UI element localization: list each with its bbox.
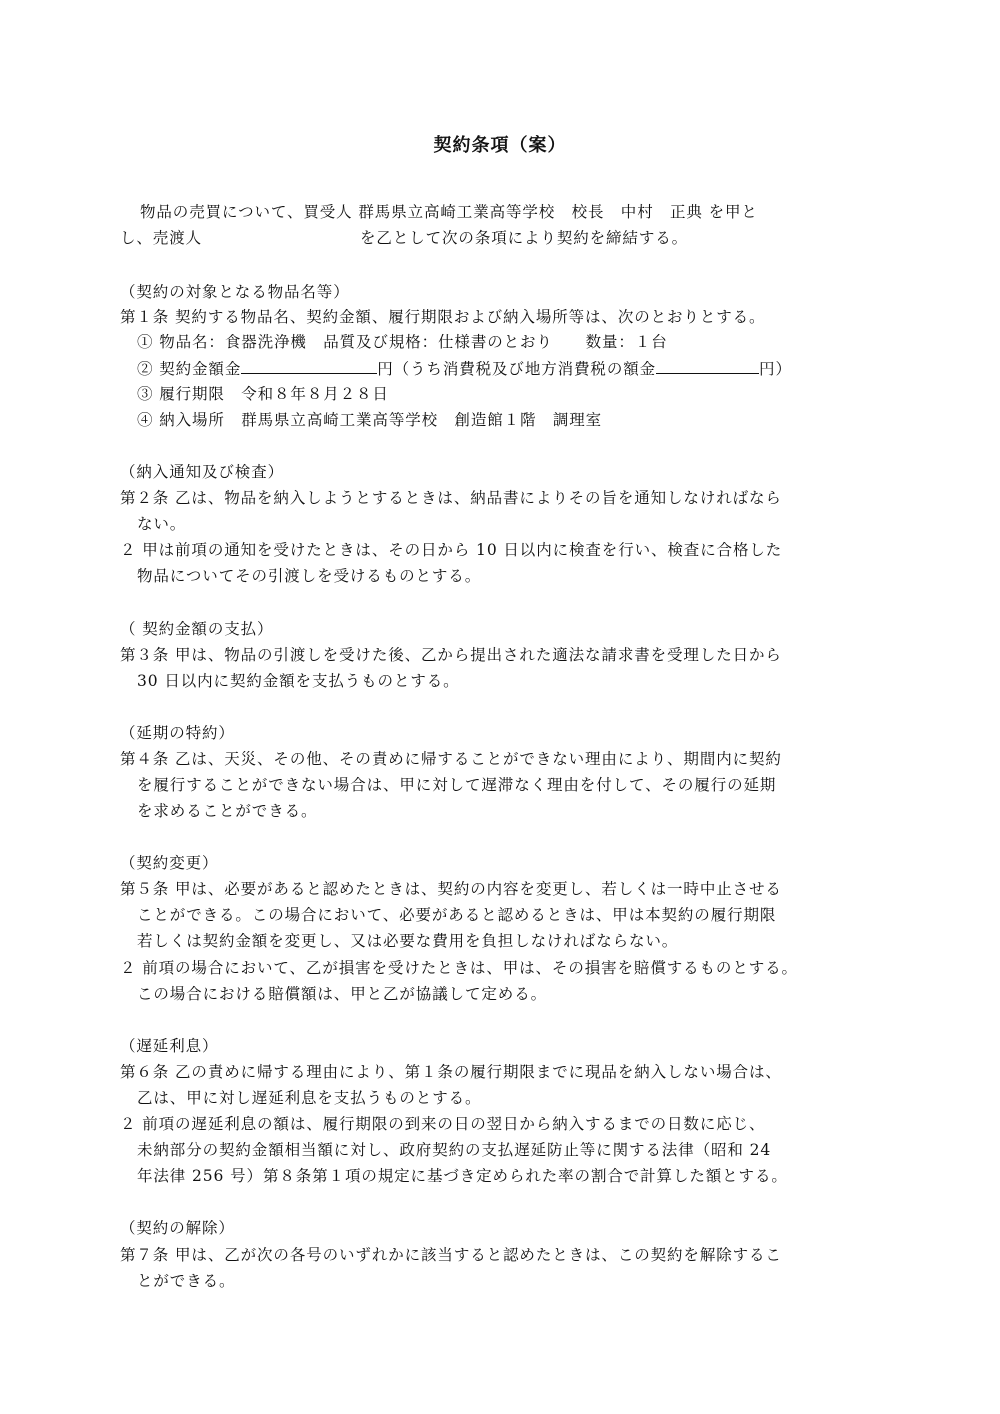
article-6-line-3: ２ 前項の遅延利息の額は、履行期限の到来の日の翌日から納入するまでの日数に応じ、 bbox=[120, 1115, 766, 1133]
article-1-item-1: ① 物品名：食器洗浄機 品質及び規格：仕様書のとおり 数量：１台 bbox=[137, 333, 668, 351]
article-2-line-4: 物品についてその引渡しを受けるものとする。 bbox=[137, 567, 482, 585]
tax-amount-label: 円（うち消費税及び地方消費税の額金 bbox=[377, 360, 657, 378]
article-4-line-1: 第４条 乙は、天災、その他、その責めに帰することができない理由により、期間内に契約 bbox=[120, 750, 782, 768]
intro-seller-rest: を乙として次の条項により契約を締結する。 bbox=[360, 229, 689, 247]
article-6-heading: （遅延利息） bbox=[120, 1037, 219, 1055]
article-5-line-3: 若しくは契約金額を変更し、又は必要な費用を負担しなければならない。 bbox=[137, 932, 679, 950]
article-5-line-2: ことができる。この場合において、必要があると認めるときは、甲は本契約の履行期限 bbox=[137, 906, 777, 924]
article-3-line-1: 第３条 甲は、物品の引渡しを受けた後、乙から提出された適法な請求書を受理した日から bbox=[120, 646, 782, 664]
article-5-line-4: ２ 前項の場合において、乙が損害を受けたときは、甲は、その損害を賠償するものとする。 bbox=[120, 959, 798, 977]
article-3-line-2: 30 日以内に契約金額を支払うものとする。 bbox=[137, 672, 460, 690]
article-4-line-2: を履行することができない場合は、甲に対して遅滞なく理由を付して、その履行の延期 bbox=[137, 776, 777, 794]
intro-line-1: 物品の売買について、買受人 群馬県立高崎工業高等学校 校長 中村 正典 を甲と bbox=[140, 203, 758, 221]
tax-amount-blank bbox=[656, 356, 759, 374]
article-1-item-2 bbox=[137, 356, 792, 381]
article-2-heading: （納入通知及び検査） bbox=[120, 463, 285, 481]
article-6-line-5: 年法律 256 号）第８条第１項の規定に基づき定められた率の割合で計算した額とする。 bbox=[137, 1167, 788, 1185]
article-5-heading: （契約変更） bbox=[120, 854, 219, 872]
article-6-line-2: 乙は、甲に対し遅延利息を支払うものとする。 bbox=[137, 1089, 482, 1107]
contract-amount-blank bbox=[241, 356, 377, 374]
intro-line-2 bbox=[120, 226, 688, 250]
contract-amount-label: ② 契約金額金 bbox=[137, 360, 242, 378]
article-1-item-4: ④ 納入場所 群馬県立高崎工業高等学校 創造館１階 調理室 bbox=[137, 411, 603, 429]
article-7-line-2: とができる。 bbox=[137, 1272, 236, 1290]
article-1-line-1: 第１条 契約する物品名、契約金額、履行期限および納入場所等は、次のとおりとする。 bbox=[120, 308, 766, 326]
article-5-line-1: 第５条 甲は、必要があると認めたときは、契約の内容を変更し、若しくは一時中止させる bbox=[120, 880, 782, 898]
article-4-line-3: を求めることができる。 bbox=[137, 802, 318, 820]
article-7-line-1: 第７条 甲は、乙が次の各号のいずれかに該当すると認めたときは、この契約を解除するこ bbox=[120, 1246, 782, 1264]
intro-seller-label: し、売渡人 bbox=[120, 229, 203, 247]
article-6-line-4: 未納部分の契約金額相当額に対し、政府契約の支払遅延防止等に関する法律（昭和 24 bbox=[137, 1141, 772, 1159]
tax-amount-close: 円） bbox=[759, 360, 792, 378]
article-6-line-1: 第６条 乙の責めに帰する理由により、第１条の履行期限までに現品を納入しない場合は、 bbox=[120, 1063, 782, 1081]
article-7-heading: （契約の解除） bbox=[120, 1219, 235, 1237]
article-4-heading: （延期の特約） bbox=[120, 724, 235, 742]
article-1-heading: （契約の対象となる物品名等） bbox=[120, 283, 350, 301]
article-1-item-3: ③ 履行期限 令和８年８月２８日 bbox=[137, 385, 389, 403]
article-5-line-5: この場合における賠償額は、甲と乙が協議して定める。 bbox=[137, 985, 548, 1003]
article-2-line-3: ２ 甲は前項の通知を受けたときは、その日から 10 日以内に検査を行い、検査に合格した bbox=[120, 541, 783, 559]
article-2-line-2: ない。 bbox=[137, 515, 187, 533]
article-3-heading: （ 契約金額の支払） bbox=[120, 620, 274, 638]
document-title: 契約条項（案） bbox=[433, 135, 567, 156]
article-2-line-1: 第２条 乙は、物品を納入しようとするときは、納品書によりその旨を通知しなければなら bbox=[120, 489, 782, 507]
